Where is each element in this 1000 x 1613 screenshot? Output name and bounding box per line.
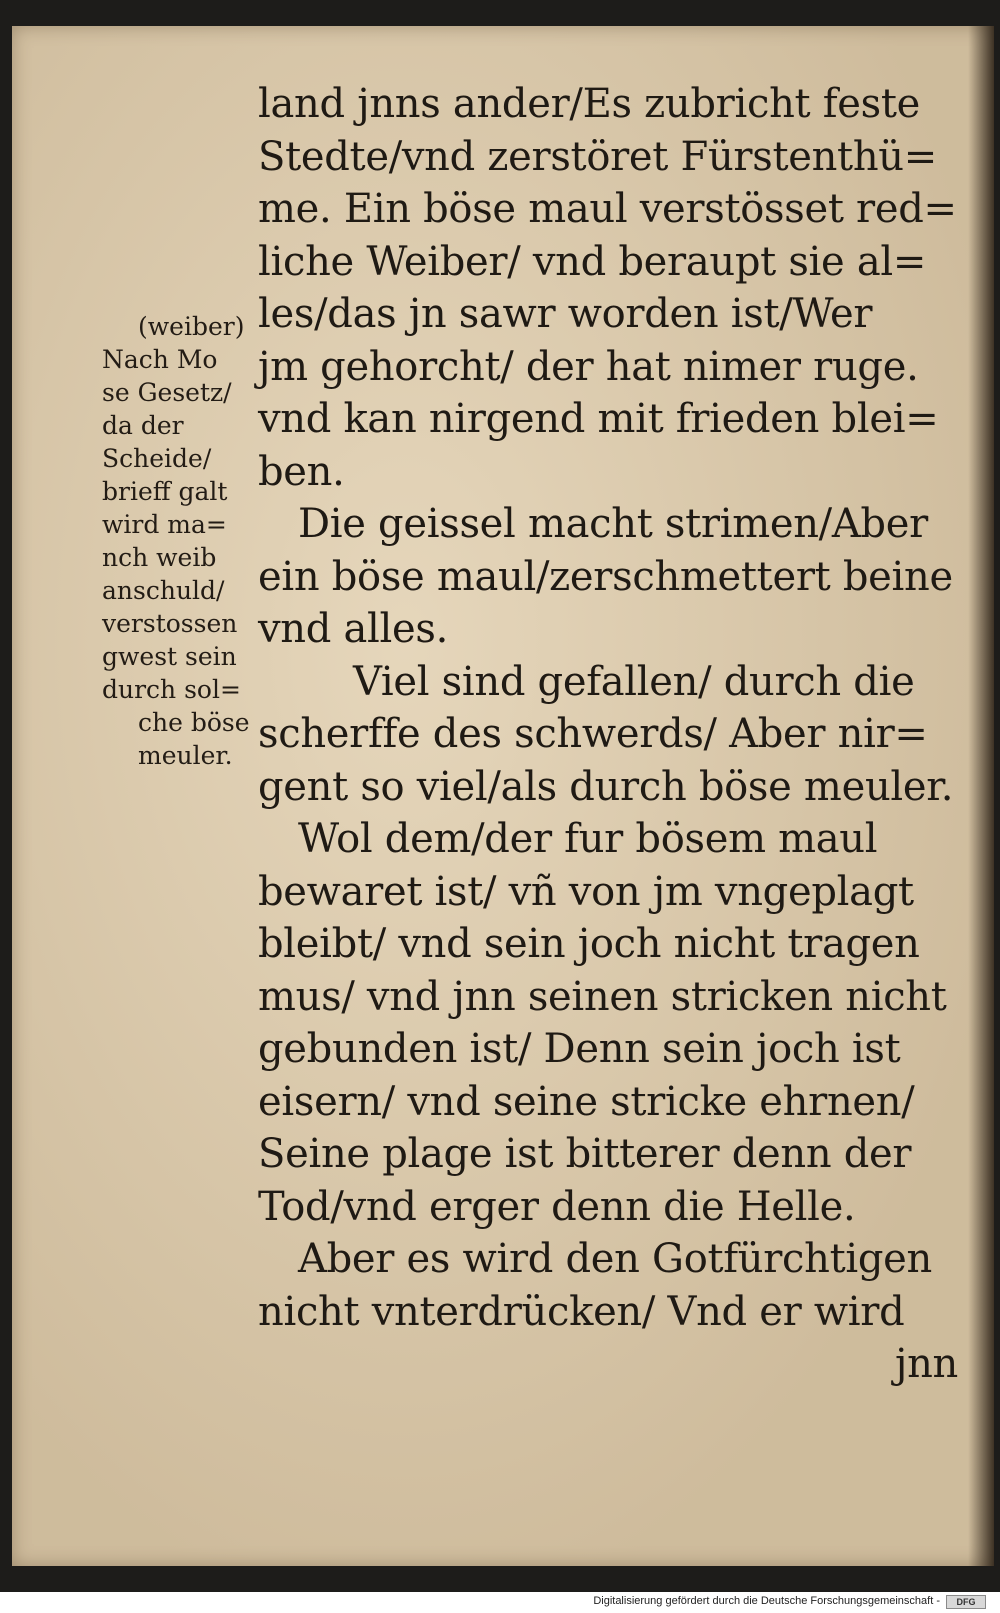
margin-note-line: da der [102, 411, 184, 440]
text-line: mus/ vnd jnn seinen stricken nicht [258, 973, 947, 1020]
margin-note-line: che böse [138, 708, 250, 737]
text-line: gebunden ist/ Denn sein joch ist [258, 1026, 901, 1072]
text-line: gent so viel/als durch böse meuler. [258, 763, 954, 810]
text-line: Aber es wird den Gotfürchtigen [298, 1236, 933, 1282]
margin-note-line: brieff galt [102, 477, 228, 506]
text-line: vnd alles. [258, 606, 449, 652]
text-line: Seine plage ist bitterer denn der [258, 1131, 912, 1177]
funding-credit: Digitalisierung gefördert durch die Deutsche Forschungsgemeinschaft - [593, 1595, 940, 1607]
text-line: bewaret ist/ vñ von jm vngeplagt [258, 868, 914, 915]
text-line: liche Weiber/ vnd beraupt sie al= [258, 238, 927, 285]
margin-note-line: nch weib [102, 543, 217, 572]
text-line: me. Ein böse maul verstösset red= [258, 186, 957, 232]
text-line: ben. [258, 448, 345, 495]
text-line: Stedte/vnd zerstöret Fürstenthü= [258, 133, 937, 180]
text-line: bleibt/ vnd sein joch nicht tragen [258, 921, 920, 967]
margin-note [102, 310, 282, 772]
margin-note-line: verstossen [102, 609, 238, 638]
text-line: land jnns ander/Es zubricht feste [258, 81, 920, 127]
text-line: Tod/vnd erger denn die Helle. [258, 1183, 856, 1230]
digitization-footer [0, 1592, 1000, 1613]
text-line: Viel sind gefallen/ durch die [353, 658, 915, 705]
margin-note-line: durch sol= [102, 675, 241, 704]
text-line: Die geissel macht strimen/Aber [298, 501, 928, 547]
text-line: jm gehorcht/ der hat nimer ruge. [258, 343, 919, 390]
margin-note-line: se Gesetz/ [102, 378, 232, 407]
margin-note-line: Scheide/ [102, 444, 212, 473]
margin-note-line: (weiber) [138, 312, 245, 341]
margin-note-line: gwest sein [102, 642, 237, 671]
text-line: les/das jn sawr worden ist/Wer [258, 291, 873, 337]
text-line: eisern/ vnd seine stricke ehrnen/ [258, 1078, 915, 1125]
text-line: Wol dem/der fur bösem maul [298, 816, 878, 862]
main-text-column [258, 78, 988, 1391]
margin-note-line: anschuld/ [102, 576, 225, 605]
text-line: nicht vnterdrücken/ Vnd er wird [258, 1288, 905, 1335]
dfg-logo-label: DFG [956, 1597, 976, 1607]
margin-note-line: wird ma= [102, 510, 227, 539]
text-line: scherffe des schwerds/ Aber nir= [258, 711, 928, 757]
text-line: vnd kan nirgend mit frieden blei= [258, 396, 939, 442]
dfg-logo-icon [946, 1595, 986, 1609]
catchword: jnn [894, 1341, 958, 1387]
margin-note-line: meuler. [138, 741, 233, 770]
text-line: ein böse maul/zerschmettert beine [258, 553, 953, 600]
margin-note-line: Nach Mo [102, 345, 218, 374]
